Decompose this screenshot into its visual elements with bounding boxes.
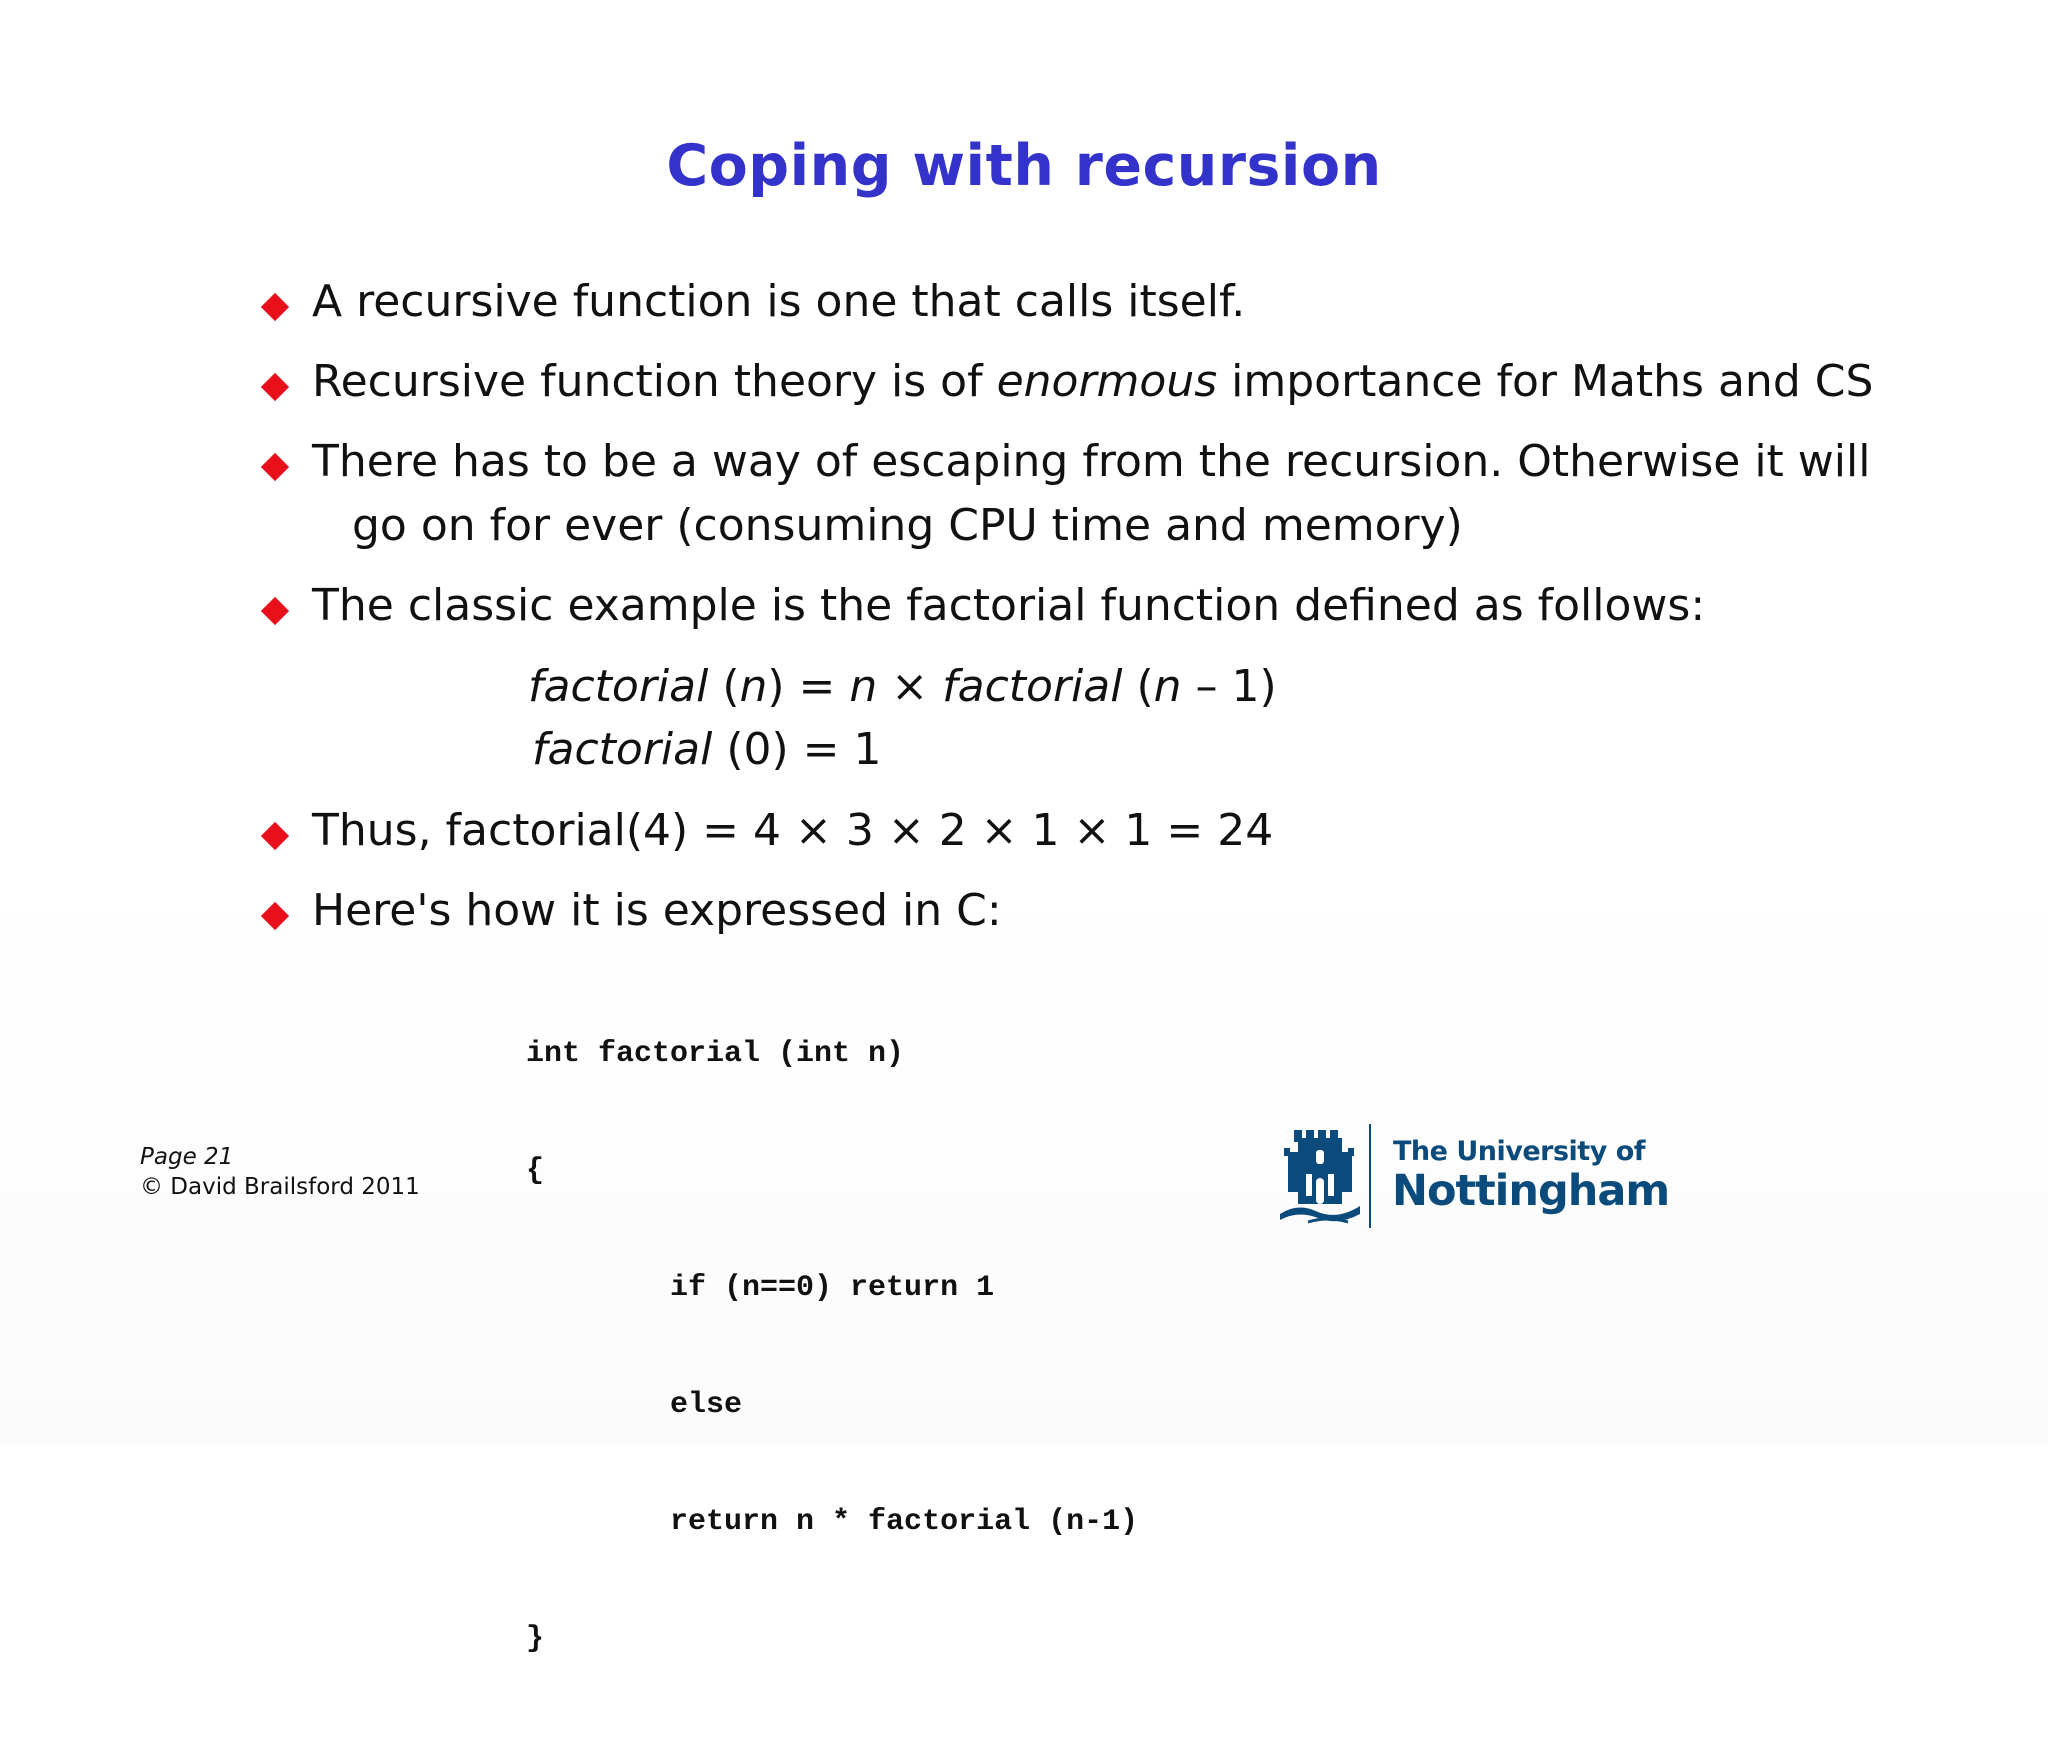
bullet-text: Here's how it is expressed in C:	[312, 885, 1002, 936]
bullet-text-post: importance for Maths and CS	[1217, 356, 1874, 407]
copyright: © David Brailsford 2011	[140, 1174, 420, 1200]
bullet-continuation: go on for ever (consuming CPU time and memory)	[352, 500, 1463, 551]
logo-text-small: The University of	[1393, 1136, 1646, 1167]
code-line: int factorial (int n)	[526, 1037, 905, 1071]
formula-rest: (0) = 1	[712, 724, 882, 775]
code-line: }	[526, 1622, 545, 1656]
code-line: else	[526, 1388, 743, 1422]
diamond-bullet-icon	[261, 902, 289, 930]
formula-paren: (	[708, 661, 740, 712]
formula-fn: factorial	[532, 724, 713, 775]
diamond-bullet-icon	[261, 597, 289, 625]
diamond-bullet-icon	[261, 453, 289, 481]
formula-rest: – 1)	[1181, 661, 1277, 712]
bullet-text	[312, 351, 1873, 413]
formula-arg: n	[739, 661, 768, 712]
slide-title: Coping with recursion	[666, 133, 1382, 199]
code-line: return n * factorial (n-1)	[526, 1505, 1139, 1539]
formula-equals: ) =	[767, 661, 850, 712]
bullet-text: The classic example is the factorial function defined as follows:	[312, 580, 1706, 631]
bullet-text: There has to be a way of escaping from the recursion. Otherwise it will	[312, 436, 1871, 487]
formula-fn: factorial	[528, 661, 709, 712]
formula-line-1	[528, 656, 1277, 718]
bullet-text-pre: Recursive function theory is of	[312, 356, 997, 407]
logo-text-big: Nottingham	[1392, 1166, 1670, 1216]
bullet-text: A recursive function is one that calls itself.	[312, 276, 1246, 327]
diamond-bullet-icon	[261, 373, 289, 401]
formula-fn: factorial	[942, 661, 1123, 712]
formula-var: n	[849, 661, 878, 712]
code-line: {	[526, 1154, 545, 1188]
formula-times: ×	[877, 661, 943, 712]
bullet-text: Thus, factorial(4) = 4 × 3 × 2 × 1 × 1 = 24	[312, 805, 1274, 856]
formula-arg: n	[1153, 661, 1182, 712]
logo-divider	[1369, 1124, 1371, 1228]
bullet-text-emphasis: enormous	[996, 356, 1218, 407]
page-number: Page 21	[140, 1144, 234, 1170]
formula-paren: (	[1122, 661, 1154, 712]
code-line: if (n==0) return 1	[526, 1271, 995, 1305]
diamond-bullet-icon	[261, 293, 289, 321]
code-block	[526, 957, 1138, 1737]
diamond-bullet-icon	[261, 822, 289, 850]
formula-line-2	[532, 719, 881, 781]
